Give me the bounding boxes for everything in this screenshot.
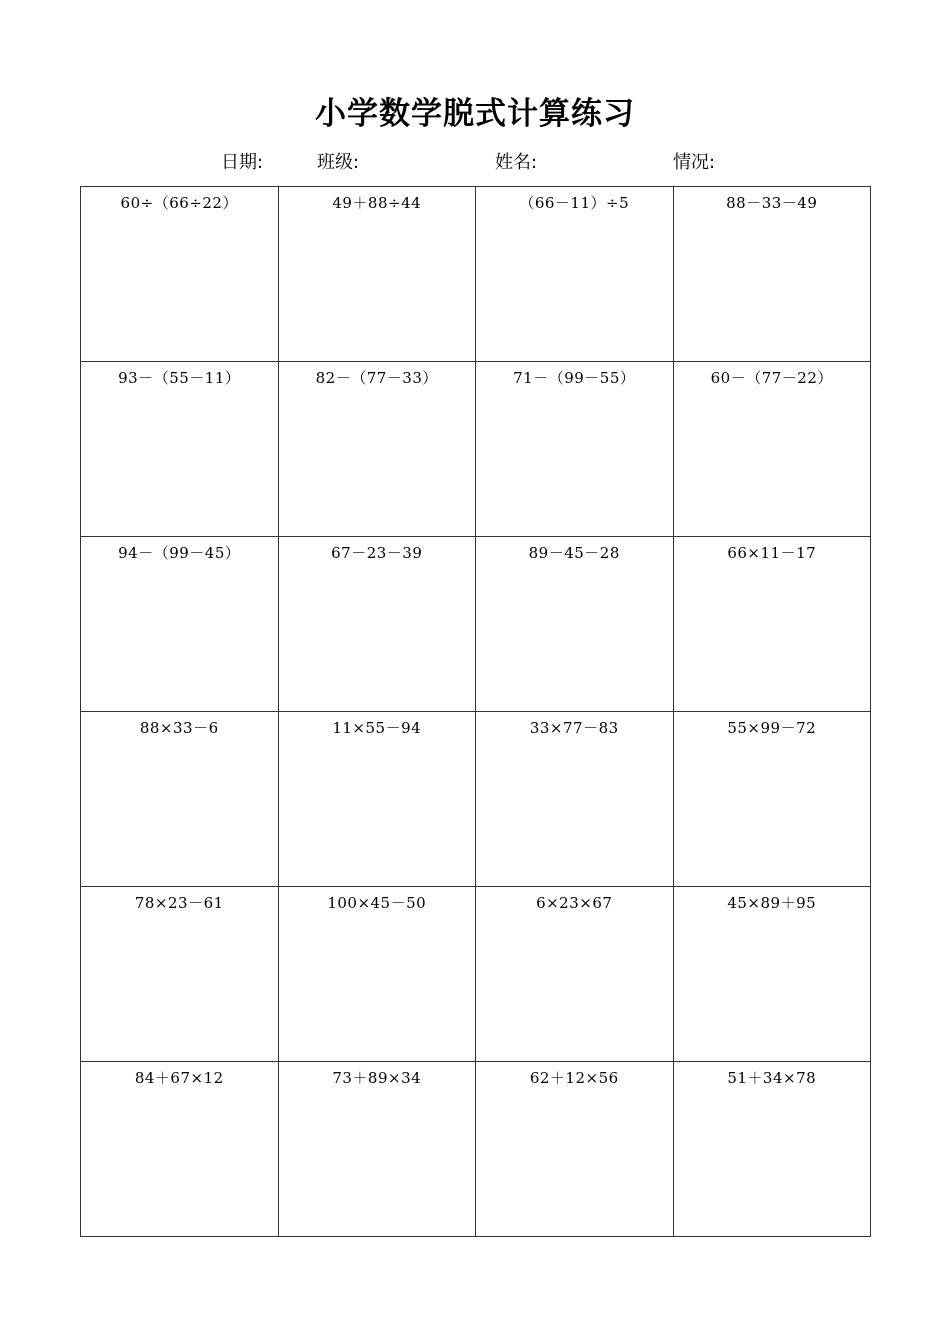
problem-cell: 62＋12×56: [476, 1062, 674, 1237]
problem-cell: 60÷（66÷22）: [81, 187, 279, 362]
date-label: 日期:: [221, 152, 264, 173]
problem-cell: 60－（77－22）: [674, 362, 872, 537]
problem-cell: 93－（55－11）: [81, 362, 279, 537]
problem-cell: 73＋89×34: [279, 1062, 477, 1237]
problem-cell: 33×77－83: [476, 712, 674, 887]
problem-cell: 55×99－72: [674, 712, 872, 887]
problem-cell: 82－（77－33）: [279, 362, 477, 537]
student-info-row: [0, 150, 950, 176]
problem-cell: 51＋34×78: [674, 1062, 872, 1237]
name-label: 姓名:: [495, 152, 538, 173]
problem-cell: 88－33－49: [674, 187, 872, 362]
problem-cell: 71－（99－55）: [476, 362, 674, 537]
status-label: 情况:: [673, 152, 716, 173]
problem-cell: 6×23×67: [476, 887, 674, 1062]
problem-cell: 84＋67×12: [81, 1062, 279, 1237]
problem-cell: 78×23－61: [81, 887, 279, 1062]
problem-cell: （66－11）÷5: [476, 187, 674, 362]
problem-cell: 45×89＋95: [674, 887, 872, 1062]
worksheet-title: 小学数学脱式计算练习: [315, 96, 635, 132]
problem-cell: 89－45－28: [476, 537, 674, 712]
problem-cell: 11×55－94: [279, 712, 477, 887]
problem-cell: 88×33－6: [81, 712, 279, 887]
class-label: 班级:: [317, 152, 360, 173]
problem-cell: 67－23－39: [279, 537, 477, 712]
problem-cell: 94－（99－45）: [81, 537, 279, 712]
problem-cell: 49＋88÷44: [279, 187, 477, 362]
problem-cell: 100×45－50: [279, 887, 477, 1062]
problem-cell: 66×11－17: [674, 537, 872, 712]
problem-grid: [80, 186, 871, 1237]
